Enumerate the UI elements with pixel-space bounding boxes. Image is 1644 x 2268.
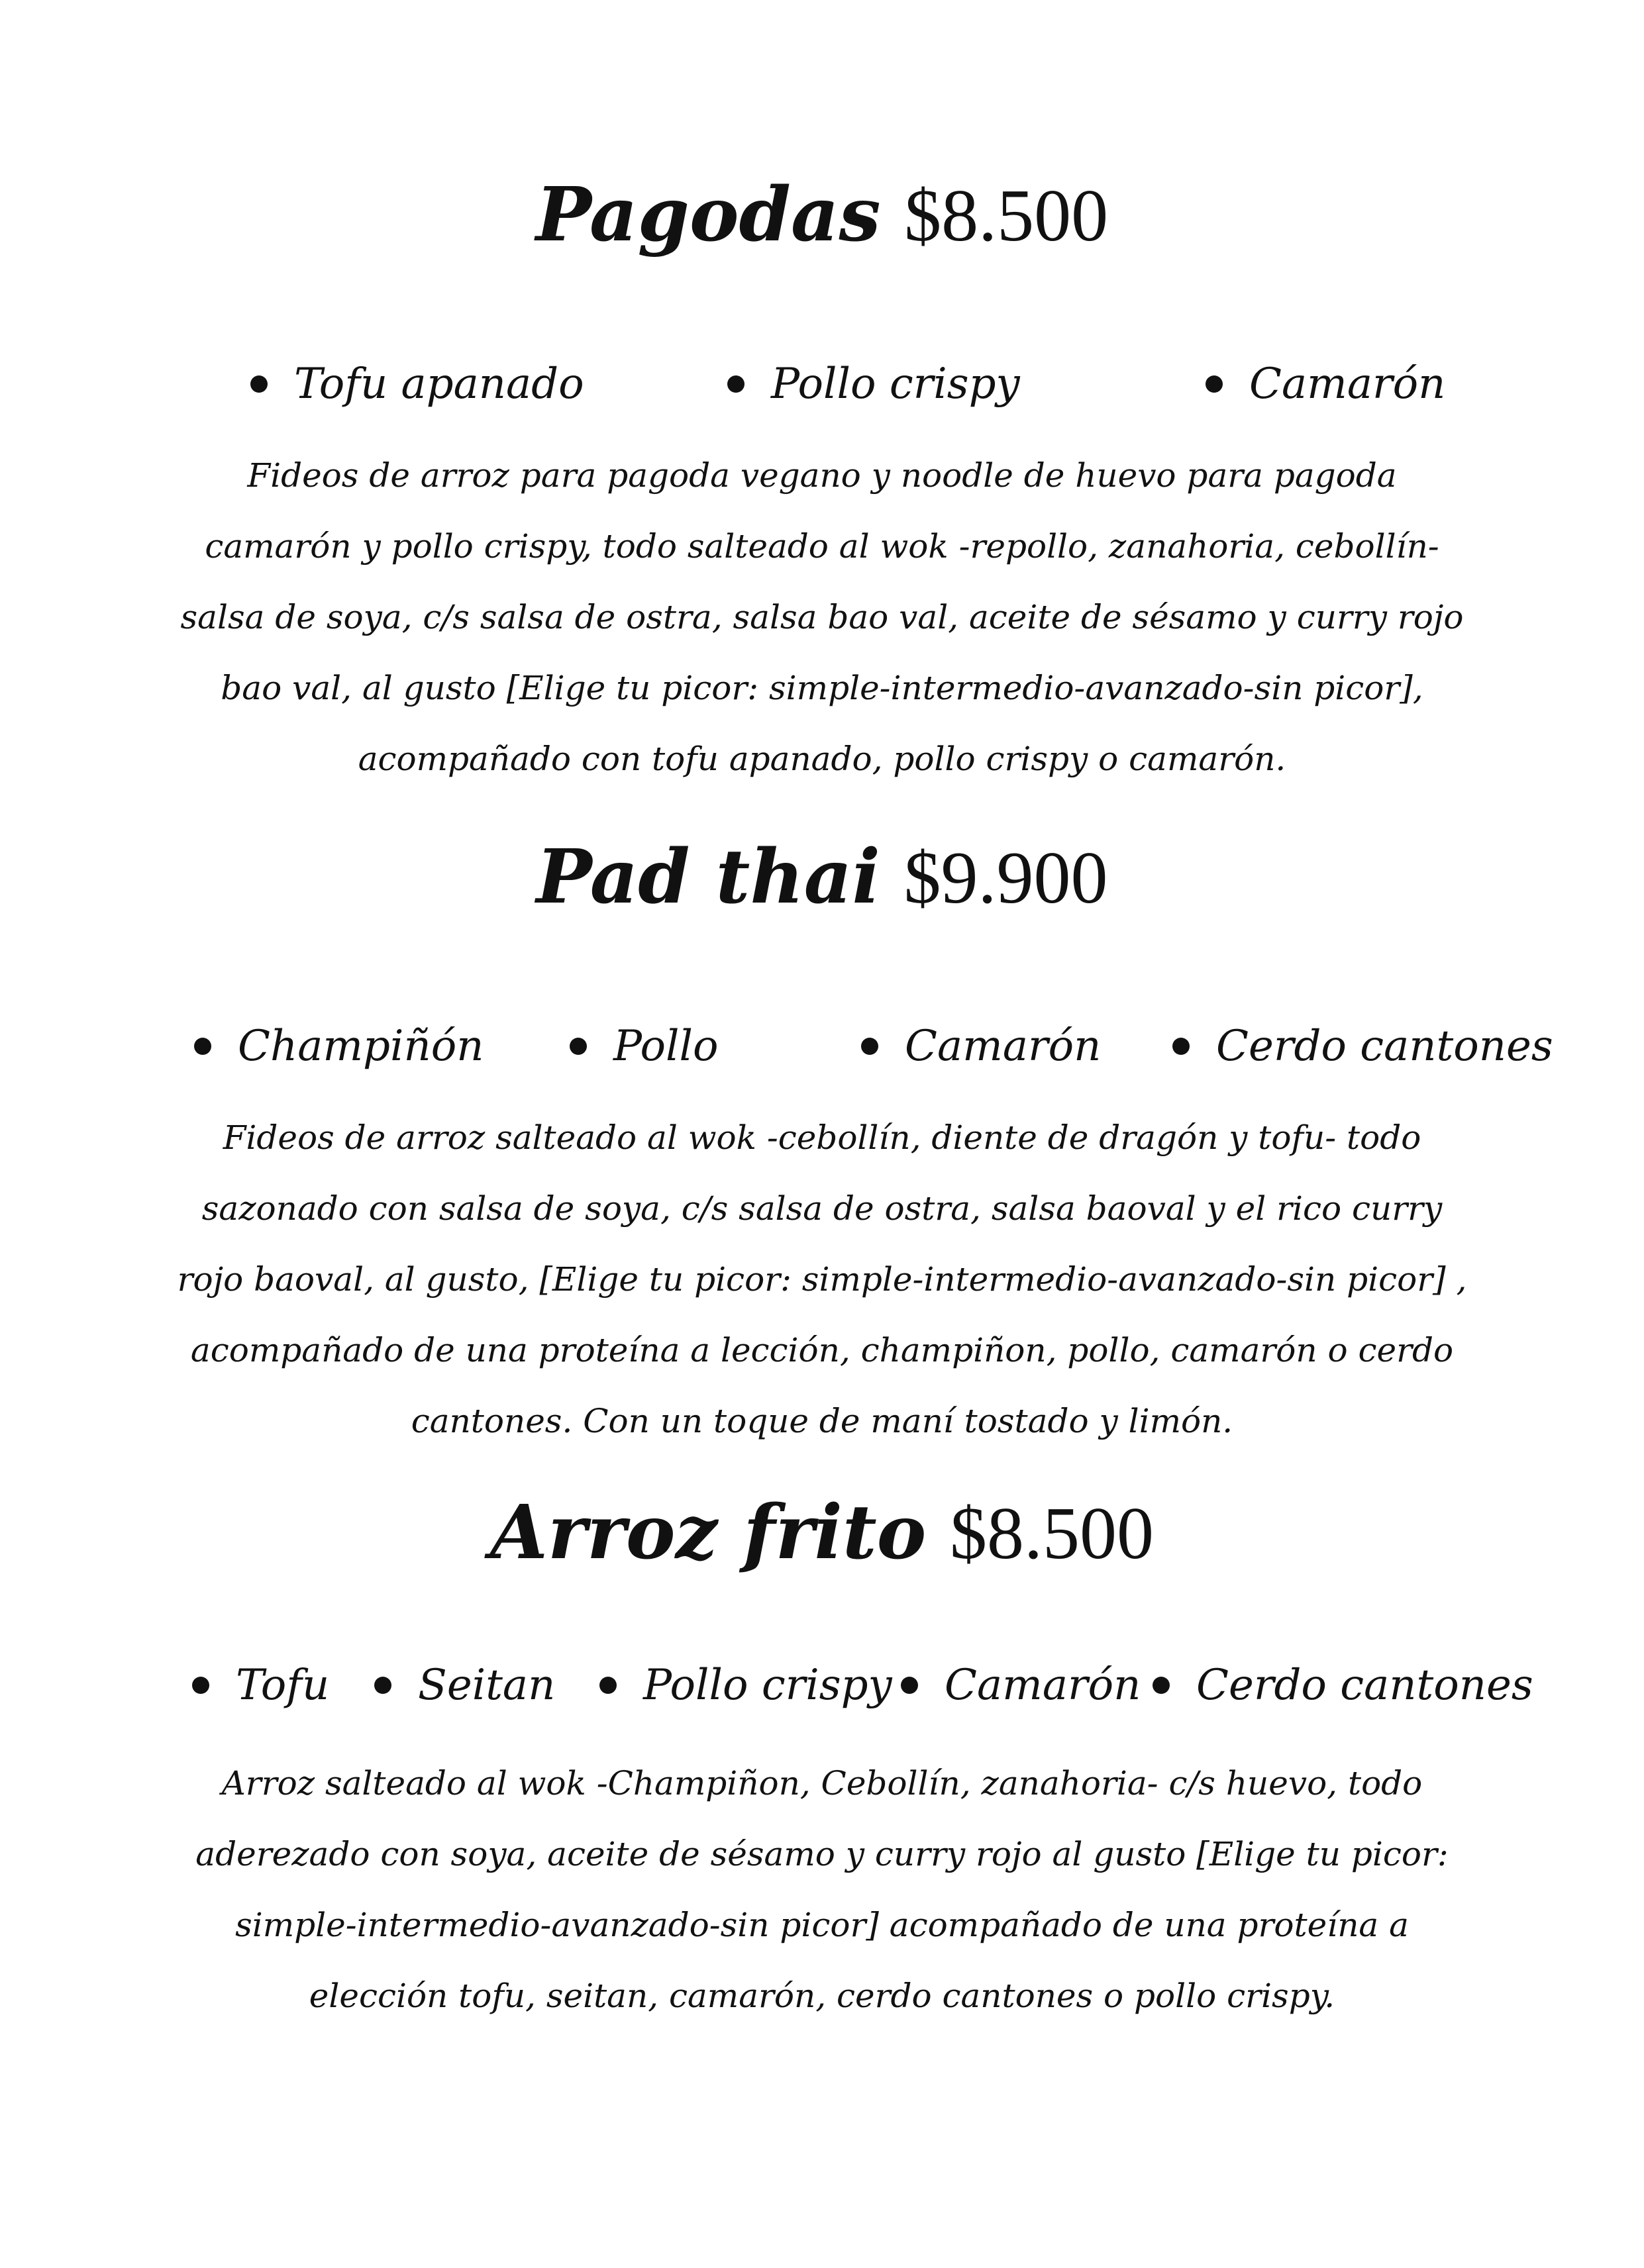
bullet-icon xyxy=(192,1677,209,1694)
bullet-icon xyxy=(570,1038,587,1055)
option-camaron: Camarón xyxy=(861,1016,1101,1076)
bullet-icon xyxy=(1172,1038,1190,1055)
option-pollo-crispy: Pollo crispy xyxy=(599,1655,892,1715)
padthai-description: Fideos de arroz salteado al wok -cebollín, diente de dragón y tofu- todo sazonado con salsa de soya, c/s salsa de ostra, salsa baoval y el rico curry rojo baoval, al gusto, [Elige tu picor: simple-intermedio-avanzado-sin picor] , acompañado de una proteína a lección, champiñon, pollo, camarón o cerdo cantones. Con un toque de maní tostado y limón. xyxy=(177,1118,1467,1440)
pagodas-title xyxy=(0,169,1644,262)
pagodas-price: $8.500 xyxy=(904,175,1109,257)
pagodas-options xyxy=(0,354,1644,414)
bullet-icon xyxy=(599,1677,617,1694)
option-tofu: Tofu xyxy=(192,1655,329,1715)
padthai-options xyxy=(0,1016,1644,1076)
option-cerdo-cantones: Cerdo cantones xyxy=(1153,1655,1533,1715)
option-camaron: Camarón xyxy=(901,1655,1141,1715)
arrozfrito-options xyxy=(0,1655,1644,1715)
bullet-icon xyxy=(901,1677,918,1694)
bullet-icon xyxy=(727,375,745,393)
option-pollo: Pollo xyxy=(570,1016,718,1076)
option-champinon: Champiñón xyxy=(194,1016,484,1076)
pagodas-name: Pagodas xyxy=(535,172,881,258)
padthai-price: $9.900 xyxy=(903,837,1108,919)
arrozfrito-title xyxy=(0,1487,1644,1580)
option-cerdo-cantones: Cerdo cantones xyxy=(1172,1016,1553,1076)
bullet-icon xyxy=(250,375,268,393)
option-pollo-crispy: Pollo crispy xyxy=(727,354,1020,414)
option-camaron: Camarón xyxy=(1206,354,1445,414)
option-seitan: Seitan xyxy=(374,1655,555,1715)
arrozfrito-description: Arroz salteado al wok -Champiñon, Cebollín, zanahoria- c/s huevo, todo aderezado con soya, aceite de sésamo y curry rojo al gusto [Elige tu picor: simple-intermedio-avanzado-sin picor] acompañado de una proteína a elección tofu, seitan, camarón, cerdo cantones o pollo crispy. xyxy=(195,1764,1449,2015)
padthai-name: Pad thai xyxy=(536,834,880,920)
arrozfrito-price: $8.500 xyxy=(950,1493,1154,1575)
bullet-icon xyxy=(861,1038,878,1055)
bullet-icon xyxy=(374,1677,391,1694)
bullet-icon xyxy=(194,1038,211,1055)
bullet-icon xyxy=(1206,375,1223,393)
pagodas-description: Fideos de arroz para pagoda vegano y noodle de huevo para pagoda camarón y pollo crispy, todo salteado al wok -repollo, zanahoria, cebollín- salsa de soya, c/s salsa de ostra, salsa bao val, aceite de sésamo y curry rojo bao val, al gusto [Elige tu picor: simple-intermedio-avanzado-sin picor], acompañado con tofu apanado, pollo crispy o camarón. xyxy=(180,456,1464,778)
bullet-icon xyxy=(1153,1677,1170,1694)
arrozfrito-name: Arroz frito xyxy=(490,1489,927,1576)
option-tofu-apanado: Tofu apanado xyxy=(250,354,584,414)
padthai-title xyxy=(0,831,1644,924)
